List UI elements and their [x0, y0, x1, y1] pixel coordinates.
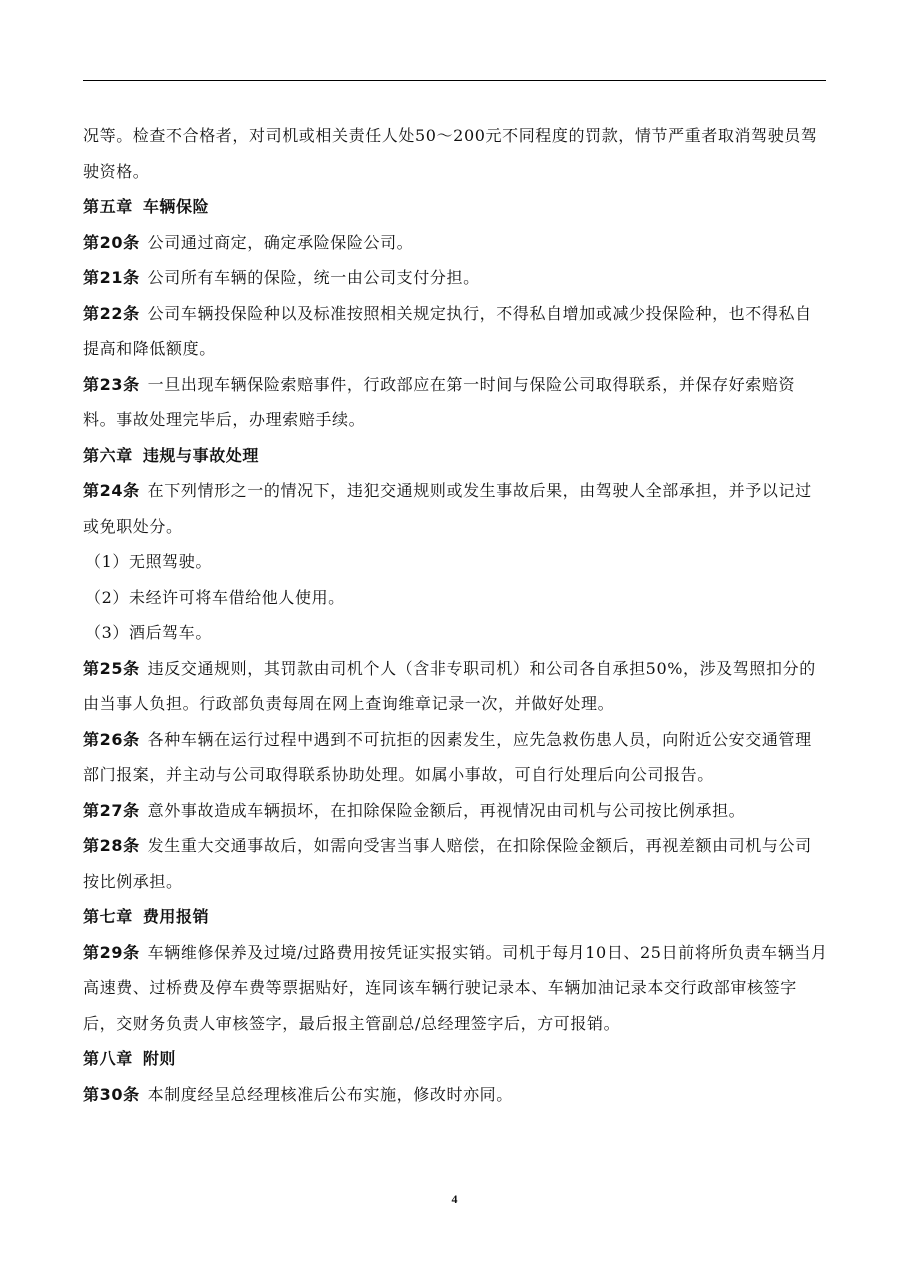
- header-rule: [83, 80, 826, 81]
- chapter-title: 附则: [142, 1049, 177, 1068]
- article-label: 第29条: [83, 942, 140, 962]
- article: [83, 722, 828, 793]
- article-label: 第23条: [83, 374, 140, 394]
- article: [83, 828, 828, 899]
- article: [83, 473, 828, 544]
- list-item: （1）无照驾驶。: [85, 552, 212, 571]
- list-item: （2）未经许可将车借给他人使用。: [85, 587, 345, 607]
- article-text: 意外事故造成车辆损坏，在扣除保险金额后，再视情况由司机与公司按比例承担。: [147, 800, 746, 820]
- article-label: 第25条: [83, 658, 140, 678]
- article: [83, 260, 828, 296]
- chapter-label: 第五章: [83, 197, 133, 216]
- article-label: 第22条: [83, 303, 140, 323]
- article-text: 车辆维修保养及过境/过路费用按凭证实报实销。司机于每月10日、25日前将所负责车辆当月高速费、过桥费及停车费等票据贴好，连同该车辆行驶记录本、车辆加油记录本交行政部审核签字后，交财务负责人审核签字，最后报主管副总/总经理签字后，方可报销。: [83, 942, 828, 1033]
- article-label: 第27条: [83, 800, 140, 820]
- article-label: 第30条: [83, 1084, 140, 1104]
- article-text: 一旦出现车辆保险索赔事件，行政部应在第一时间与保险公司取得联系，并保存好索赔资料。事故处理完毕后，办理索赔手续。: [83, 374, 796, 429]
- article: [83, 793, 828, 829]
- article-text: 在下列情形之一的情况下，违犯交通规则或发生事故后果，由驾驶人全部承担，并予以记过或免职处分。: [83, 481, 812, 536]
- article-label: 第28条: [83, 836, 140, 855]
- article: [83, 367, 828, 438]
- article-text: 本制度经呈总经理核准后公布实施，修改时亦同。: [147, 1084, 513, 1104]
- article-text: 发生重大交通事故后，如需向受害当事人赔偿，在扣除保险金额后，再视差额由司机与公司按比例承担。: [83, 836, 812, 891]
- chapter-heading: [83, 899, 828, 935]
- chapter-title: 违规与事故处理: [142, 445, 260, 465]
- article-text: 公司所有车辆的保险，统一由公司支付分担。: [147, 268, 480, 287]
- article: [83, 296, 828, 367]
- chapter-label: 第七章: [83, 907, 133, 926]
- article: [83, 1077, 828, 1113]
- article-label: 第26条: [83, 729, 140, 749]
- chapter-heading: [83, 189, 828, 225]
- article-text: 违反交通规则，其罚款由司机个人（含非专职司机）和公司各自承担50%，涉及驾照扣分的由当事人负担。行政部负责每周在网上查询维章记录一次，并做好处理。: [83, 658, 816, 713]
- article-label: 第20条: [83, 232, 140, 252]
- article: [83, 651, 828, 722]
- chapter-label: 第六章: [83, 445, 133, 465]
- chapter-heading: [83, 438, 828, 474]
- list-item: （3）酒后驾车。: [85, 623, 212, 642]
- article-label: 第21条: [83, 268, 140, 287]
- article-text: 各种车辆在运行过程中遇到不可抗拒的因素发生，应先急救伤患人员，向附近公安交通管理部门报案，并主动与公司取得联系协助处理。如属小事故，可自行处理后向公司报告。: [83, 729, 812, 784]
- article: [83, 225, 828, 261]
- chapter-heading: [83, 1041, 828, 1077]
- document-body: [83, 118, 828, 1112]
- chapter-label: 第八章: [83, 1049, 133, 1068]
- chapter-title: 车辆保险: [142, 197, 210, 216]
- chapter-title: 费用报销: [142, 907, 210, 926]
- article: [83, 935, 828, 1042]
- article-text: 公司车辆投保险种以及标准按照相关规定执行，不得私自增加或减少投保险种，也不得私自提高和降低额度。: [83, 303, 812, 358]
- article-label: 第24条: [83, 481, 140, 500]
- article-text: 公司通过商定，确定承险保险公司。: [147, 232, 414, 252]
- paragraph: 况等。检查不合格者，对司机或相关责任人处50～200元不同程度的罚款，情节严重者取消驾驶员驾驶资格。: [83, 126, 818, 181]
- page-number: 4: [451, 1192, 458, 1206]
